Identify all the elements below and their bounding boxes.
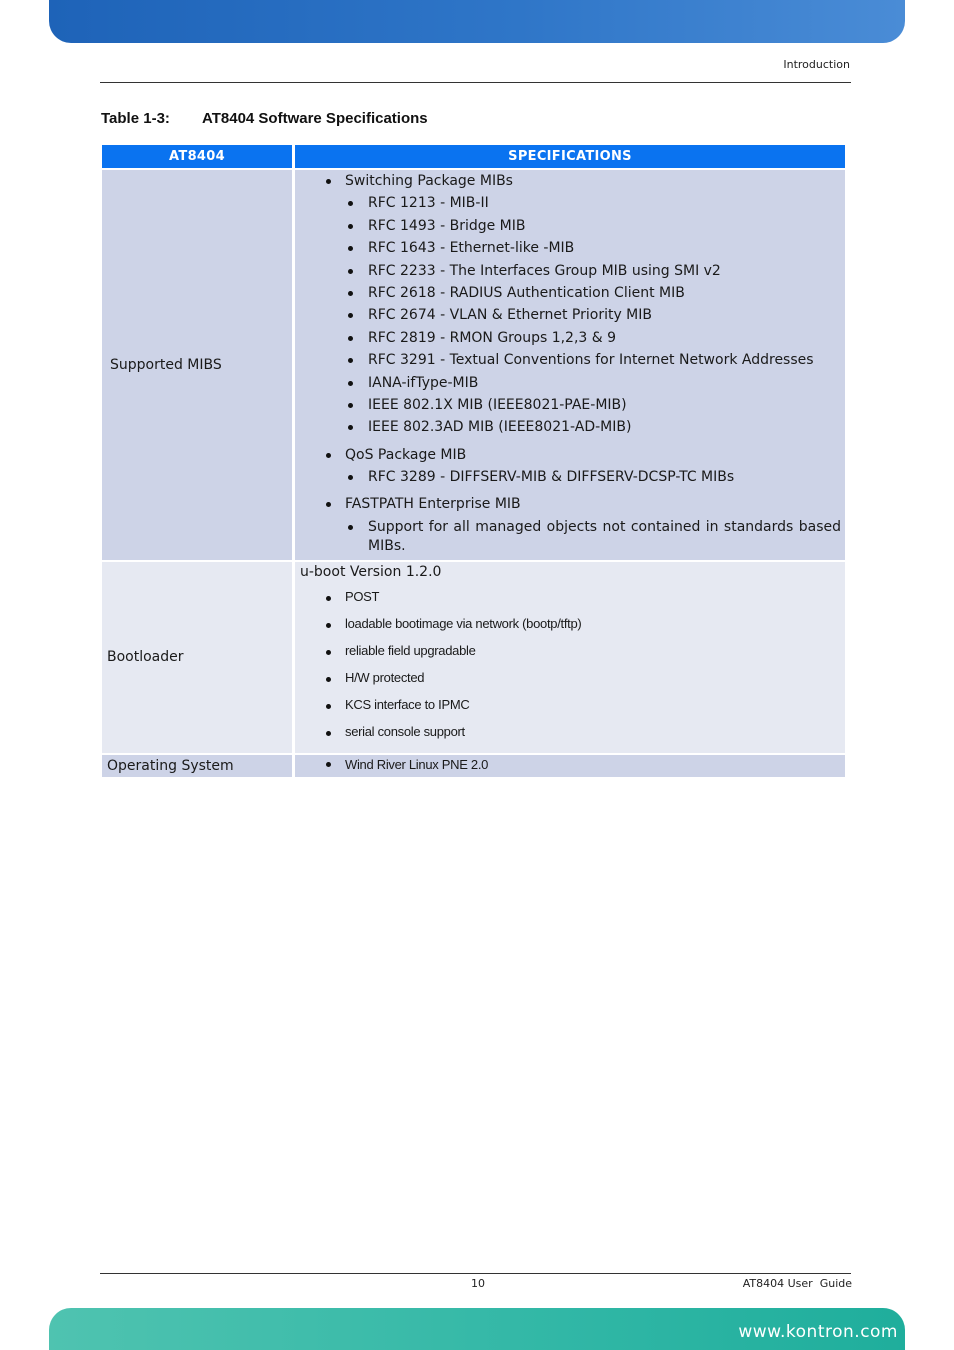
bootloader-label: Bootloader [107, 649, 184, 666]
table-caption-title: AT8404 Software Specifications [202, 110, 428, 127]
list-item: KCS interface to IPMC [295, 697, 845, 724]
os-list [295, 755, 845, 775]
header-cell-specifications: SPECIFICATIONS [295, 145, 845, 168]
bootloader-version: u-boot Version 1.2.0 [300, 563, 442, 580]
table-caption-number: Table 1-3: [101, 110, 170, 127]
os-label: Operating System [107, 757, 234, 774]
fastpath-group-list [295, 495, 845, 517]
list-item: RFC 2819 - RMON Groups 1,2,3 & 9 [295, 329, 845, 351]
document-title: AT8404 User Guide [742, 1277, 852, 1290]
list-item: RFC 1213 - MIB-II [295, 194, 845, 216]
row-label-os [102, 755, 292, 777]
header-divider [100, 82, 851, 83]
website-link[interactable]: www.kontron.com [738, 1322, 898, 1342]
spec-table [102, 145, 845, 777]
list-item: RFC 3291 - Textual Conventions for Internet Network Addresses [295, 351, 845, 373]
list-item: loadable bootimage via network (bootp/tftp) [295, 616, 845, 643]
fastpath-mibs-list [295, 518, 845, 556]
section-header: Introduction [783, 58, 850, 71]
list-item: RFC 1493 - Bridge MIB [295, 217, 845, 239]
mibs-spec-cell [295, 170, 845, 560]
qos-mibs-list [295, 468, 845, 490]
row-label-mibs [102, 170, 292, 560]
mibs-label: Supported MIBS [110, 356, 222, 373]
table-row-mibs [102, 170, 845, 560]
list-item: RFC 2233 - The Interfaces Group MIB using SMI v2 [295, 262, 845, 284]
switching-mibs-list [295, 194, 845, 440]
top-banner [49, 0, 905, 43]
list-item: POST [295, 589, 845, 616]
row-label-bootloader [102, 562, 292, 753]
table-row-bootloader [102, 562, 845, 753]
list-item: Support for all managed objects not contained in standards based MIBs. [295, 518, 845, 556]
header-cell-at8404: AT8404 [102, 145, 292, 168]
list-item: Wind River Linux PNE 2.0 [295, 755, 845, 775]
list-item: RFC 3289 - DIFFSERV-MIB & DIFFSERV-DCSP-TC MIBs [295, 468, 845, 490]
list-item: IEEE 802.1X MIB (IEEE8021-PAE-MIB) [295, 396, 845, 418]
list-item: RFC 2674 - VLAN & Ethernet Priority MIB [295, 306, 845, 328]
bootloader-features-list [295, 589, 845, 751]
page-number: 10 [471, 1277, 485, 1290]
footer-divider [100, 1273, 851, 1274]
list-item: reliable field upgradable [295, 643, 845, 670]
list-item: QoS Package MIB [295, 446, 845, 468]
list-item: RFC 1643 - Ethernet-like -MIB [295, 239, 845, 261]
list-item: RFC 2618 - RADIUS Authentication Client MIB [295, 284, 845, 306]
list-item: IEEE 802.3AD MIB (IEEE8021-AD-MIB) [295, 418, 845, 440]
bootloader-spec-cell [295, 562, 845, 753]
os-spec-cell [295, 755, 845, 777]
list-item: FASTPATH Enterprise MIB [295, 495, 845, 517]
table-row-os [102, 755, 845, 777]
list-item: IANA-ifType-MIB [295, 374, 845, 396]
list-item: Switching Package MIBs [295, 172, 845, 194]
mibs-group-list [295, 172, 845, 194]
table-caption [101, 110, 428, 127]
list-item: serial console support [295, 724, 845, 751]
table-header-row [102, 145, 845, 168]
list-item: H/W protected [295, 670, 845, 697]
qos-group-list [295, 446, 845, 468]
